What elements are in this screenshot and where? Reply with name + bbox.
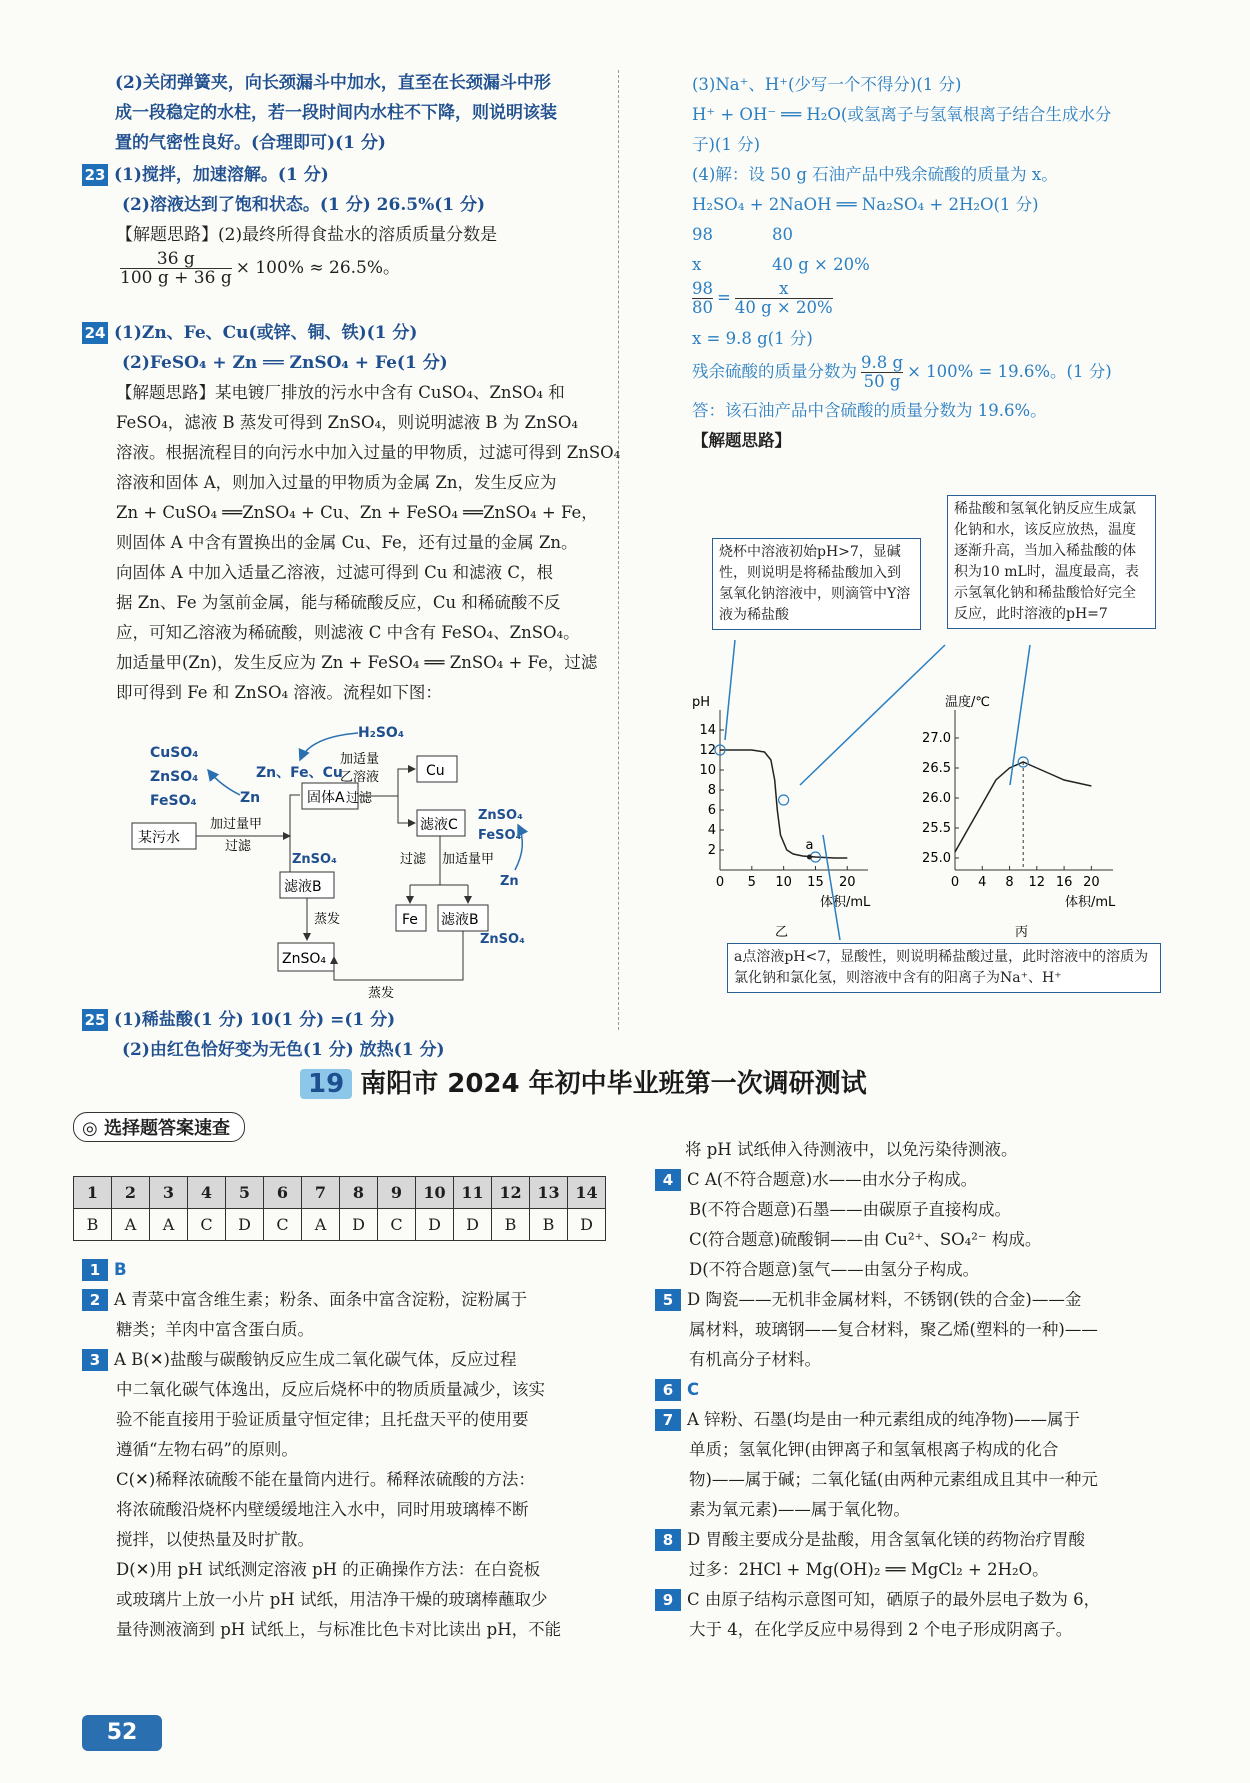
connector-line	[823, 835, 840, 940]
q24-solution-line: 【解题思路】某电镀厂排放的污水中含有 CuSO₄、ZnSO₄ 和	[116, 383, 565, 402]
x-tick-label: 0	[950, 875, 960, 890]
connector-line	[800, 645, 945, 785]
answer-number-cell: 10	[416, 1177, 454, 1209]
q24-solution-line: 向固体 A 中加入适量乙溶液，过滤可得到 Cu 和滤液 C，根	[116, 563, 554, 582]
flow-cuso4: CuSO₄	[150, 745, 199, 761]
flow-add-yi1: 加适量	[340, 752, 380, 767]
question-number-1: 1	[82, 1259, 108, 1281]
answer-number-cell: 14	[568, 1177, 606, 1209]
note-connectors	[680, 640, 1160, 950]
answer-value-cell: B	[74, 1209, 112, 1241]
point-a-label: a	[805, 838, 814, 853]
x-tick-label: 20	[1083, 875, 1100, 890]
x-axis-label: 体积/mL	[1065, 895, 1116, 910]
answer-value-cell: C	[188, 1209, 226, 1241]
exam-title-text: 南阳市 2024 年初中毕业班第一次调研测试	[360, 1069, 867, 1099]
left-top-column	[115, 68, 615, 158]
q1-answer: B	[114, 1260, 127, 1279]
answer-value-cell: D	[568, 1209, 606, 1241]
flow-evap2: 蒸发	[368, 986, 395, 1001]
fraction-numerator: 98	[692, 279, 713, 298]
q23-part1: (1)搅拌，加速溶解。(1 分)	[114, 165, 329, 185]
solution-heading: 【解题思路】	[692, 431, 791, 450]
y-tick-label: 6	[707, 803, 716, 818]
x-tick-label: 10	[775, 875, 792, 890]
q24-solution-line: FeSO₄，滤液 B 蒸发可得到 ZnSO₄，则说明滤液 B 为 ZnSO₄	[116, 413, 579, 432]
answer-number-cell: 7	[302, 1177, 340, 1209]
y-tick-label: 8	[707, 783, 716, 798]
q3-text-cont: D(✕)用 pH 试纸测定溶液 pH 的正确操作方法：在白瓷板	[116, 1560, 541, 1579]
q3-text: A B(✕)盐酸与碳酸钠反应生成二氧化碳气体，反应过程	[114, 1350, 517, 1369]
fraction-numerator: x	[735, 280, 833, 299]
flow-znso4-b: ZnSO₄	[292, 852, 337, 867]
y-tick-label: 14	[699, 723, 716, 738]
flow-cu: Cu	[426, 763, 445, 779]
y-axis-label: pH	[691, 695, 710, 710]
y-tick-label: 10	[699, 763, 716, 778]
mass-fraction-label: 残余硫酸的质量分数为	[692, 362, 857, 381]
q8-text-cont: 过多：2HCl + Mg(OH)₂ ══ MgCl₂ + 2H₂O。	[689, 1560, 1049, 1579]
q24-block	[82, 318, 622, 708]
q5-text: D 陶瓷——无机非金属材料，不锈钢(铁的合金)——金	[687, 1290, 1082, 1309]
answer-value-cell: C	[378, 1209, 416, 1241]
question-number-2: 2	[82, 1289, 108, 1311]
flow-filtrate-b2: 滤液B	[441, 912, 479, 928]
answer-value-cell: B	[530, 1209, 568, 1241]
q7-text-cont: 物)——属于碱；二氧化锰(由两种元素组成且其中一种元	[689, 1470, 1098, 1489]
q3-text-cont: 遵循“左物右码”的原则。	[116, 1440, 298, 1459]
q24-solution-line: 据 Zn、Fe 为氢前金属，能与稀硫酸反应，Cu 和稀硫酸不反	[116, 593, 561, 612]
q25-part2: (2)由红色恰好变为无色(1 分) 放热(1 分)	[122, 1040, 445, 1060]
right-bottom-column	[655, 1135, 1225, 1645]
flow-feso4: FeSO₄	[150, 793, 197, 809]
q7-text-cont: 素为氧元素)——属于氧化物。	[689, 1500, 910, 1519]
y-tick-label: 2	[707, 843, 716, 858]
ratio-x: x	[692, 255, 702, 274]
flow-solid-a: 固体A	[307, 790, 345, 806]
text-line: H⁺ + OH⁻ ══ H₂O(或氢离子与氢氧根离子结合生成水分	[692, 105, 1112, 124]
flow-zn: Zn	[240, 790, 261, 806]
q3-text-cont: 将浓硫酸沿烧杯内壁缓缓地注入水中，同时用玻璃棒不断	[116, 1500, 529, 1519]
q24-solution-line: Zn + CuSO₄ ══ZnSO₄ + Cu、Zn + FeSO₄ ══ZnSO₄ + Fe，	[116, 503, 598, 522]
answer-number-cell: 13	[530, 1177, 568, 1209]
y-tick-label: 4	[707, 823, 716, 838]
q3-text-cont: 搅拌，以使热量及时扩散。	[116, 1530, 314, 1549]
answer-value-cell: A	[150, 1209, 188, 1241]
text-line: 子)(1 分)	[692, 135, 761, 154]
proportion-left	[692, 280, 713, 317]
q9-text-cont: 大于 4，在化学反应中易得到 2 个电子形成阴离子。	[689, 1620, 1073, 1639]
answer-number-cell: 2	[112, 1177, 150, 1209]
answer-value-cell: A	[302, 1209, 340, 1241]
fraction-denominator: 50 g	[863, 372, 901, 391]
q23-part2: (2)溶液达到了饱和状态。(1 分) 26.5%(1 分)	[122, 195, 486, 215]
answer-number-cell: 3	[150, 1177, 188, 1209]
flow-znso4-c: ZnSO₄	[478, 808, 523, 823]
answer-number-cell: 5	[226, 1177, 264, 1209]
x-tick-label: 4	[978, 875, 987, 890]
mass-fraction	[861, 354, 903, 391]
flow-filter3: 过滤	[400, 852, 427, 867]
q24-solution-line: 即可得到 Fe 和 ZnSO₄ 溶液。流程如下图：	[116, 683, 442, 702]
q4-text-cont: C(符合题意)硫酸铜——由 Cu²⁺、SO₄²⁻ 构成。	[689, 1230, 1042, 1249]
answer-number-cell: 1	[74, 1177, 112, 1209]
question-number-23: 23	[82, 164, 108, 186]
q5-text-cont: 有机高分子材料。	[689, 1350, 821, 1369]
right-top-column: (3)Na⁺、H⁺(少写一个不得分)(1 分) H⁺ + OH⁻ ══ H₂O(或氢离子与氢氧根离子结合生成水分 子)(1 分) (4)解：设 50 g 石油产品中残余硫酸的质量为 x。 H₂SO₄ + 2NaOH ══ Na₂SO₄ + 2H₂O(1 分) 98 80 x 40 g × 20% $\frac{98}{80}$ = $\frac{x}{40 g \times 20\%}$ x = 9.8 g(1 分) 残余硫酸的质量分数为 $\frac{9.8 g}{50 g}$ × 100% = 19.6%。(1 分) 答：该石油产品中含硫酸的质量分数为 19.6%。 【解题思路】	[692, 70, 1212, 456]
flow-fe: Fe	[402, 912, 418, 928]
answer-number-cell: 6	[264, 1177, 302, 1209]
question-number-3: 3	[82, 1349, 108, 1371]
answer-number-cell: 12	[492, 1177, 530, 1209]
text-line: H₂SO₄ + 2NaOH ══ Na₂SO₄ + 2H₂O(1 分)	[692, 195, 1039, 214]
x-axis-label: 体积/mL	[820, 895, 871, 910]
q7-text-cont: 单质；氢氧化钾(由钾离子和氢氧根离子构成的化合	[689, 1440, 1059, 1459]
connector-line	[1010, 645, 1030, 785]
y-tick-label: 25.5	[922, 821, 951, 836]
x-tick-label: 16	[1055, 875, 1073, 890]
question-number-4: 4	[655, 1169, 681, 1191]
chart-title: 乙	[775, 925, 789, 940]
text-line: 成一段稳定的水柱，若一段时间内水柱不下降，则说明该装	[115, 103, 557, 123]
answer-value-cell: D	[340, 1209, 378, 1241]
q23-result: × 100% ≈ 26.5%。	[235, 258, 401, 278]
q24-solution-line: 溶液和固体 A，则加入过量的甲物质为金属 Zn，发生反应为	[116, 473, 557, 492]
answer-value-cell: A	[112, 1209, 150, 1241]
ratio-40g: 40 g × 20%	[772, 255, 870, 274]
mass-fraction-result: × 100% = 19.6%。(1 分)	[907, 362, 1112, 381]
fraction-denominator: 80	[692, 298, 713, 317]
answer-number-cell: 8	[340, 1177, 378, 1209]
q24-part1: (1)Zn、Fe、Cu(或锌、铜、铁)(1 分)	[114, 323, 418, 343]
answer-value-cell: D	[416, 1209, 454, 1241]
note-box-point-a: a点溶液pH<7，显酸性，则说明稀盐酸过量，此时溶液中的溶质为氯化钠和氯化氢，则溶液中含有的阳离子为Na⁺、H⁺	[727, 943, 1161, 993]
q6-answer: C	[687, 1380, 700, 1399]
flow-add-jia: 加过量甲	[210, 817, 263, 832]
quick-answer-heading-text: 选择题答案速查	[103, 1118, 230, 1139]
flow-zn-c: Zn	[500, 874, 519, 889]
flow-znso4-out: ZnSO₄	[480, 932, 525, 947]
ratio-98: 98	[692, 225, 713, 244]
question-number-8: 8	[655, 1529, 681, 1551]
flow-h2so4: H₂SO₄	[358, 725, 404, 741]
text-line: (2)关闭弹簧夹，向长颈漏斗中加水，直至在长颈漏斗中形	[115, 73, 551, 93]
ratio-80: 80	[772, 225, 793, 244]
q3-text-cont: 验不能直接用于验证质量守恒定律；且托盘天平的使用要	[116, 1410, 529, 1429]
answer-number-row	[74, 1177, 606, 1209]
q4-text: C A(不符合题意)水——由水分子构成。	[687, 1170, 978, 1189]
answer-number-cell: 11	[454, 1177, 492, 1209]
q3-text-cont: 量待测液滴到 pH 试纸上，与标准比色卡对比读出 pH，不能	[116, 1620, 562, 1639]
answer-value-cell: D	[226, 1209, 264, 1241]
flow-filtrate-c: 滤液C	[420, 817, 458, 833]
note-box-initial-ph: 烧杯中溶液初始pH>7，显碱性，则说明是将稀盐酸加入到氢氧化钠溶液中，则滴管中Y溶液为稀盐酸	[712, 538, 921, 630]
flow-filter2: 过滤	[346, 791, 373, 806]
answer-value-cell: B	[492, 1209, 530, 1241]
flow-add-jia2: 加适量甲	[442, 852, 495, 867]
q23-block	[82, 160, 622, 292]
q3-text-cont: 将 pH 试纸伸入待测液中，以免污染待测液。	[685, 1140, 1018, 1159]
x-tick-label: 5	[747, 875, 756, 890]
answer-table	[73, 1176, 606, 1241]
q24-part2: (2)FeSO₄ + Zn ══ ZnSO₄ + Fe(1 分)	[122, 353, 448, 373]
y-axis-label: 温度/℃	[945, 695, 990, 710]
flow-diagram	[130, 715, 610, 1005]
flow-filter: 过滤	[225, 839, 252, 854]
y-tick-label: 25.0	[922, 851, 951, 866]
flow-evap: 蒸发	[314, 912, 341, 927]
fraction-denominator: 100 g + 36 g	[120, 268, 232, 288]
q24-solution-line: 应，可知乙溶液为稀硫酸，则滤液 C 中含有 FeSO₄、ZnSO₄。	[116, 623, 580, 642]
question-number-6: 6	[655, 1379, 681, 1401]
x-tick-label: 12	[1028, 875, 1046, 890]
left-bottom-column	[82, 1255, 622, 1645]
q25-block	[82, 1005, 622, 1065]
flow-znso4: ZnSO₄	[150, 769, 199, 785]
connector-line	[725, 640, 735, 740]
answer-value-row	[74, 1209, 606, 1241]
note-box-temperature: 稀盐酸和氢氧化钠反应生成氯化钠和水，该反应放热，温度逐渐升高，当加入稀盐酸的体积为10 mL时，温度最高，表示氢氧化钠和稀盐酸恰好完全反应，此时溶液的pH=7	[947, 495, 1156, 629]
q2-text-cont: 糖类；羊肉中富含蛋白质。	[116, 1320, 314, 1339]
q4-text-cont: B(不符合题意)石墨——由碳原子直接构成。	[689, 1200, 1011, 1219]
question-number-24: 24	[82, 322, 108, 344]
y-tick-label: 26.0	[922, 791, 951, 806]
q25-part1: (1)稀盐酸(1 分) 10(1 分) =(1 分)	[114, 1010, 396, 1030]
y-tick-label: 27.0	[922, 731, 951, 746]
page-number: 52	[82, 1715, 162, 1751]
x-tick-label: 15	[807, 875, 824, 890]
q8-text: D 胃酸主要成分是盐酸，用含氢氧化镁的药物治疗胃酸	[687, 1530, 1085, 1549]
chart-title: 丙	[1015, 925, 1029, 940]
flow-add-yi2: 乙溶液	[340, 770, 380, 785]
flow-filtrate-b: 滤液B	[284, 879, 322, 895]
exam-number: 19	[300, 1069, 352, 1099]
q3-text-cont: C(✕)稀释浓硫酸不能在量筒内进行。稀释浓硫酸的方法：	[116, 1470, 535, 1489]
question-number-5: 5	[655, 1289, 681, 1311]
text-line: 答：该石油产品中含硫酸的质量分数为 19.6%。	[692, 401, 1047, 420]
q23-fraction	[120, 250, 232, 287]
text-line: (3)Na⁺、H⁺(少写一个不得分)(1 分)	[692, 75, 962, 94]
question-number-7: 7	[655, 1409, 681, 1431]
q3-text-cont: 或玻璃片上放一小片 pH 试纸，用洁净干燥的玻璃棒蘸取少	[116, 1590, 548, 1609]
y-tick-label: 12	[699, 743, 716, 758]
q5-text-cont: 属材料，玻璃钢——复合材料，聚乙烯(塑料的一种)——	[689, 1320, 1098, 1339]
fraction-numerator: 36 g	[120, 250, 232, 269]
text-line: x = 9.8 g(1 分)	[692, 329, 813, 348]
flow-feso4-c: FeSO₄	[478, 828, 522, 843]
fraction-numerator: 9.8 g	[861, 353, 904, 372]
x-tick-label: 0	[715, 875, 725, 890]
flow-wastewater: 某污水	[138, 830, 180, 846]
answer-value-cell: D	[454, 1209, 492, 1241]
y-tick-label: 26.5	[922, 761, 951, 776]
question-number-25: 25	[82, 1009, 108, 1031]
answer-value-cell: C	[264, 1209, 302, 1241]
proportion-right	[735, 280, 833, 317]
text-line: 置的气密性良好。(合理即可)(1 分)	[115, 133, 386, 153]
q3-text-cont: 中二氧化碳气体逸出，反应后烧杯中的物质质量减少，该实	[116, 1380, 545, 1399]
fraction-denominator: 40 g × 20%	[734, 298, 833, 317]
answer-number-cell: 4	[188, 1177, 226, 1209]
x-tick-label: 8	[1005, 875, 1014, 890]
x-tick-label: 20	[838, 875, 856, 890]
question-number-9: 9	[655, 1589, 681, 1611]
q24-solution-line: 溶液。根据流程目的向污水中加入过量的甲物质，过滤可得到 ZnSO₄	[116, 443, 621, 462]
q24-solution-line: 则固体 A 中含有置换出的金属 Cu、Fe，还有过量的金属 Zn。	[116, 533, 578, 552]
flow-metals: Zn、Fe、Cu	[256, 765, 343, 781]
flow-znso4-final: ZnSO₄	[282, 951, 326, 967]
q24-solution-line: 加适量甲(Zn)，发生反应为 Zn + FeSO₄ ══ ZnSO₄ + Fe，过滤	[116, 653, 598, 672]
q23-solution: 【解题思路】(2)最终所得食盐水的溶质质量分数是	[116, 225, 498, 245]
answer-number-cell: 9	[378, 1177, 416, 1209]
q2-text: A 青菜中富含维生素；粉条、面条中富含淀粉，淀粉属于	[114, 1290, 528, 1309]
exam-title	[300, 1063, 980, 1107]
text-line: (4)解：设 50 g 石油产品中残余硫酸的质量为 x。	[692, 165, 1058, 184]
q7-text: A 锌粉、石墨(均是由一种元素组成的纯净物)——属于	[687, 1410, 1081, 1429]
q4-text-cont: D(不符合题意)氢气——由氢分子构成。	[689, 1260, 980, 1279]
q9-text: C 由原子结构示意图可知，硒原子的最外层电子数为 6，	[687, 1590, 1101, 1609]
quick-answer-heading: ◎ 选择题答案速查	[73, 1112, 245, 1142]
